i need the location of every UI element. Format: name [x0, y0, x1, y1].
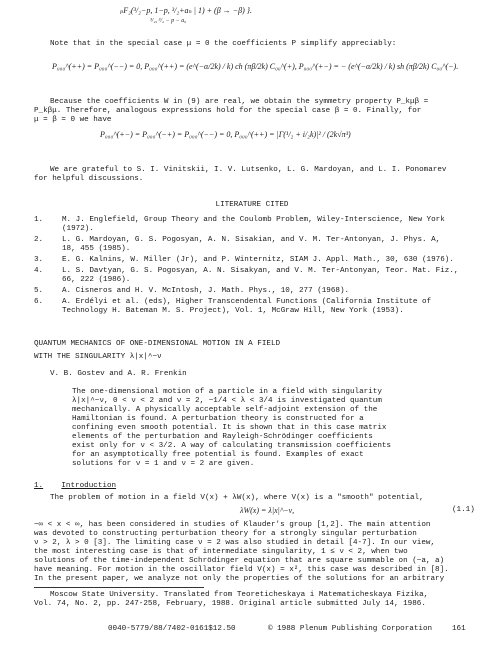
reference-line: (1972).	[62, 225, 94, 233]
equation-number: (1.1)	[452, 506, 475, 514]
footer-copyright: © 1988 Plenum Publishing Corporation	[268, 625, 433, 633]
intro-line-1: The problem of motion in a field V(x) + λW(x), where V(x) is a "smooth" potential,	[50, 494, 424, 502]
reference-line: L. G. Mardoyan, G. S. Pogosyan, A. N. Sisakian, and V. M. Ter-Antonyan, J. Phys. A,	[62, 236, 441, 244]
reference-line: 66, 222 (1986).	[62, 276, 131, 284]
abstract-line: Hamiltonian is found. A perturbation theory is constructed for a	[72, 415, 364, 423]
intro-line: −∞ < x < ∞, has been considered in studies of Klauder's group [1,2]. The main attention	[34, 521, 431, 529]
paragraph-symmetry-l2: P_kβμ. Therefore, analogous expressions hold for the special case β = 0. Finally, for	[34, 107, 422, 115]
article-title-line-2: WITH THE SINGULARITY λ|x|^−ν	[34, 353, 162, 361]
intro-line: solutions of the time-independent Schrödinger equation that are square summable on (−a, a)	[34, 557, 445, 565]
reference-line: 18, 455 (1985).	[62, 245, 131, 253]
formula-coefficients-mu-zero: P₀₀₀^(++) = P₀₀₀^(−−) = 0, P₀₀₀^(++) = (e^(−α/2k) / k) ch (πβ/2k) C₀₀^(+), P₀₀₀^(+−) = − (e^(−α/2k) / k) sh (πβ/2k) C₀₀^(−).	[52, 62, 459, 71]
formula-hypergeometric: ₚF₂(³/₂−p, 1−p, ³/₂+aₙ | 1) + (β → −β) }.	[120, 6, 252, 15]
acknowledgment-l1: We are grateful to S. I. Vinitskii, I. V. Lutsenko, L. G. Mardoyan, and L. I. Ponomarev	[50, 166, 447, 174]
reference-line: E. G. Kalnins, W. Miller (Jr), and P. Winternitz, SIAM J. Appl. Math., 30, 630 (1976).	[62, 256, 454, 264]
reference-line: M. J. Englefield, Group Theory and the Coulomb Problem, Wiley-Interscience, New York	[62, 216, 445, 224]
intro-line: ν > 2, λ > 0 [3]. The limiting case ν = 2 was also studied in detail [4-7]. In our view,	[34, 539, 436, 547]
reference-number: 6.	[34, 298, 44, 306]
intro-line: was devoted to constructing perturbation theory for a strongly singular perturbation	[34, 530, 417, 538]
acknowledgment-l2: for helpful discussions.	[34, 175, 144, 183]
formula-coefficients-mu-beta-zero: P₀₀₀^(+−) = P₀₀₀^(−+) = P₀₀₀^(−−) = 0, P₀₀₀^(++) = |Γ(¹/₂ + i/₂k)|² / (2k√π³)	[100, 130, 351, 139]
abstract-line: confining even smooth potential. It is shown that in this case matrix	[72, 424, 387, 432]
abstract-line: mechanically. A physically acceptable self-adjoint extension of the	[72, 406, 378, 414]
reference-line: Technology H. Bateman M. S. Project), Vol. 1, McGraw Hill, New York (1953).	[62, 307, 404, 315]
abstract-line: The one-dimensional motion of a particle in a field with singularity	[72, 388, 382, 396]
article-authors: V. B. Gostev and A. R. Frenkin	[50, 370, 187, 378]
paragraph-symmetry-l1: Because the coefficients W in (9) are real, we obtain the symmetry property P_kμβ =	[50, 98, 429, 106]
reference-line: A. Cisneros and H. V. McIntosh, J. Math. Phys., 10, 277 (1968).	[62, 287, 350, 295]
section-title: Introduction	[61, 482, 117, 490]
abstract-line: for an asymptotically free potential is found. Examples of exact	[72, 451, 364, 459]
paragraph-symmetry-l3: μ = β = 0 we have	[34, 116, 112, 124]
intro-line: have meaning. For motion in the oscillator field V(x) = x², this case was described in [8].	[34, 566, 449, 574]
article-title-line-1: QUANTUM MECHANICS OF ONE-DIMENSIONAL MOTION IN A FIELD	[34, 340, 281, 348]
footnote-line-2: Vol. 74, No. 2, pp. 247-258, February, 1988. Original article submitted July 14, 1986.	[34, 600, 426, 608]
reference-number: 2.	[34, 236, 44, 244]
section-number: 1.	[34, 482, 44, 490]
reference-line: L. S. Davtyan, G. S. Pogosyan, A. N. Sisakyan, and V. M. Ter-Antonyan, Teor. Mat. Fiz.,	[62, 267, 459, 275]
abstract-line: solutions for ν = 1 and ν = 2 are given.	[72, 460, 255, 468]
literature-heading: LITERATURE CITED	[215, 201, 289, 209]
abstract-line: λ|x|^−ν, 0 < ν < 2 and ν = 2, −1/4 < λ < 3/4 is investigated quantum	[72, 397, 382, 405]
footnote-rule	[34, 587, 204, 588]
formula-singular-potential: λW(x) = λ|x|^−ν,	[240, 506, 295, 515]
reference-number: 5.	[34, 287, 44, 295]
reference-line: A. Erdélyi et al. (eds), Higher Transcendental Functions (California Institute of	[62, 298, 432, 306]
footnote-line-1: Moscow State University. Translated from Teoreticheskaya i Matematicheskaya Fizika,	[50, 591, 429, 599]
paragraph-special-case: Note that in the special case μ = 0 the coefficients P simplify appreciably:	[50, 40, 397, 48]
reference-number: 3.	[34, 256, 44, 264]
abstract-line: exist only for ν < 3/2. A way of calculating transmission coefficients	[72, 442, 391, 450]
intro-line: the most interesting case is that of intermediate singularity, 1 ≤ ν < 2, when two	[34, 548, 408, 556]
formula-hypergeometric-lower-args: ³/₂, ³/₂ − p − a₀	[150, 18, 187, 24]
reference-number: 1.	[34, 216, 44, 224]
intro-line: In the present paper, we analyze not only the properties of the solutions for an arbitrary	[34, 575, 445, 583]
abstract-line: elements of the perturbation and Rayleigh-Schrödinger coefficients	[72, 433, 373, 441]
footer-code: 0040-5779/88/7402-0161$12.50	[108, 625, 236, 633]
reference-number: 4.	[34, 267, 44, 275]
page-number: 161	[452, 625, 466, 633]
section-heading	[34, 482, 116, 492]
